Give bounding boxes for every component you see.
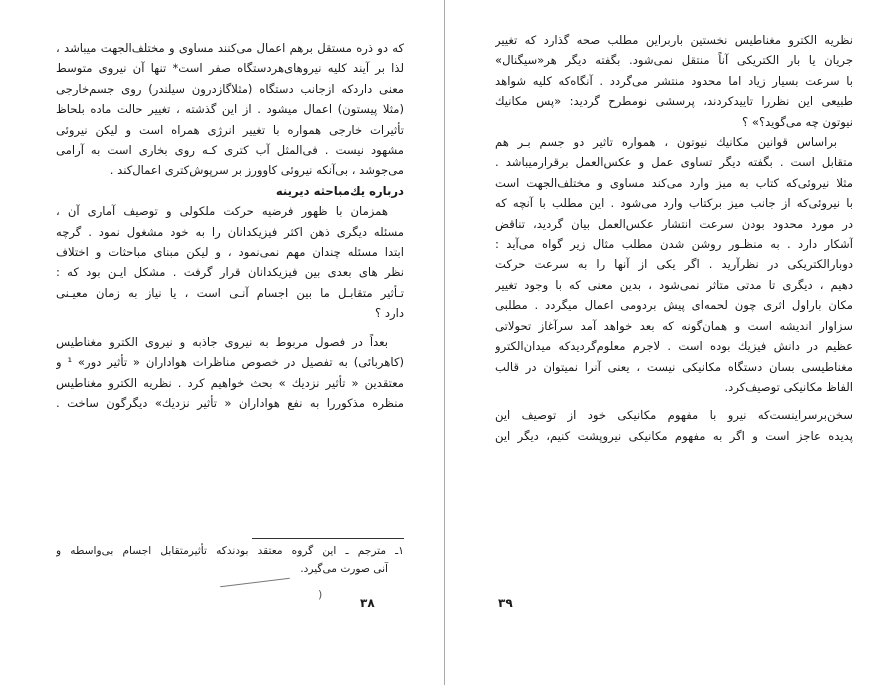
section-heading: درباره یك‌مباحثه دیرینه (275, 183, 404, 198)
text-line: با نیروئی‌که از جانب میز برکتاب وارد می‌شود . این مطلب با آنچه که (495, 196, 853, 211)
text-line: آشکار دارد . به منظـور روشن شدن مطلب مثال زیر گواه می‌آید : (495, 237, 853, 252)
paragraph-gap (56, 324, 404, 332)
text-line: نیوتون چه می‌گوید؟» ؟ (742, 114, 853, 129)
text-line: بعداً در فصول مربوط به نیروی جاذبه و نیروی الکترو مغناطیس (56, 334, 388, 349)
text-line: عظیم در دانش فیزیك بوده است . لاجرم معلوم‌گردیدکه میدان‌الکترو (495, 339, 853, 354)
text-line: متقابل است . بگفته دیگر تساوی عمل و عکس‌العمل برقرارمیباشد . (495, 155, 853, 170)
left-page-body (56, 38, 404, 413)
text-line: جریان یا بار الکتریکی آناً منتقل نمی‌شود. بگفته دیگر هر«سیگنال» (495, 53, 853, 68)
text-line: ابتدا مسئله چندان مهم نمی‌نمود ، و لیکن مبنای مباحثات و اختلاف (56, 245, 404, 260)
text-line: دهیم ، دیگری تا مدتی متاثر نمی‌شود ، بدین معنی که با وجود تغییر (495, 277, 853, 292)
text-line: معتقدین « تأثیر نزدیك » بحث خواهیم کرد . نظریه الکترو مغناطیس (56, 375, 404, 390)
text-line: تأثیرات خارجی همواره با تغییر انرژی همراه است و لیکن نیروئی (56, 122, 404, 137)
page-number: ۳۸ (360, 596, 375, 610)
footnote-divider (252, 538, 404, 539)
text-line: لذا بر آیند کلیه نیروهای‌هردستگاه صفر است* تنها آن نیروی متوسط (56, 61, 404, 76)
text-line: منظره مذکوررا به نفع هواداران « تأثیر نزدیك» دیگرگون ساخت . (56, 395, 404, 410)
text-line: مغناطیسی بسان دستگاه مکانیکی نیست ، یعنی آنرا نمیتوان در قالب (495, 359, 853, 374)
footnote-line: ۱ـ مترجم ـ این گروه معتقد بودندکه تأثیرمتقابل اجسام بی‌واسطه و (56, 545, 404, 557)
left-page (0, 0, 445, 685)
text-line: طبیعی این نظررا تاییدکردند، پرسشی نومطرح گردید: «پس مکانیك (495, 94, 853, 109)
scan-artifact-mark: ) (318, 588, 323, 601)
text-line: مسئله دیگری ذهن اکثر فیزیکدانان را به خود مشغول نمود . گرچه (56, 224, 404, 239)
text-line: نظریه الکترو مغناطیس نخستین باربراین مطلب صحه گذارد که تغییر (495, 33, 853, 47)
text-line: (مثلا پیستون) اعمال میشود . از این‌ گذشته ، تغییر حالت ماده بلحاظ (56, 102, 404, 117)
text-line: پدیده عاجز است و اگر به مفهوم مکانیکی نیروپشت کنیم، دیگر این (495, 428, 853, 443)
text-line: تـأثیر متقابـل ما بین اجسام آنـی است ، یا نیاز به زمان معیـنی (56, 285, 404, 300)
right-page (445, 0, 891, 685)
footnote-line: آنی صورت می‌گیرد. (300, 563, 388, 575)
text-line: سخن‌برسراینست‌که نیرو با مفهوم مکانیکی خود از توصیف این (495, 408, 853, 423)
footnote (56, 542, 404, 578)
paragraph-gap (495, 397, 853, 405)
text-line: سزاوار اندیشه است و همان‌گونه که بعد خواهد آمد سرآغاز تحولاتی (495, 318, 853, 333)
text-line: مکان باراول اثری چون لحمه‌ای پیش بردومی اعمال میگردد . مطلبی (495, 298, 853, 313)
text-line: در مورد محدود بودن سرعت انتشار عکس‌العمل بیان گردید، تناقض (495, 216, 853, 231)
text-line: براساس قوانین مکانیك نیوتون ، همواره تاثیر دو جسم بـر هم (495, 135, 837, 150)
text-line: نظر های بعدی بین فیزیکدانان قرار گرفت . مشکل ایـن بود که : (56, 265, 404, 280)
text-line: دارد ؟ (375, 306, 404, 321)
text-line: می‌جوشد ، بی‌آنکه نیروئی کاوورز بر سرپوش‌کتری اعمال‌کند . (109, 163, 404, 178)
text-line: الفاظ مکانیکی توصیف‌کرد. (724, 379, 853, 394)
text-line: معنی داردکه ازجانب دستگاه (مثلاگازدرون سیلندر) روی جسم‌خارجی (56, 81, 404, 96)
pen-stroke-mark (220, 578, 290, 588)
text-line: (کاهربائی) به تفصیل در خصوص مناظرات هواداران « تأثیر دور» ¹ و (56, 355, 404, 370)
text-line: که دو ذره مستقل برهم اعمال می‌کنند مساوی و مختلف‌الجهت میباشد ، (56, 41, 404, 55)
text-line: با سرعت بسیار زیاد اما محدود منتشر می‌گردد . آنگاه‌که کلیه شواهد (495, 73, 853, 88)
page-number: ۳۹ (498, 596, 513, 610)
text-line: مثلا نیروئی‌که کتاب به میز وارد می‌کند مساوی و مختلف‌الجهت است (495, 175, 853, 190)
text-line: مشهود نیست . فی‌المثل آب کتری کـه روی بخاری است به آرامی (56, 143, 404, 158)
right-page-body (495, 30, 853, 446)
text-line: دوبارالکتریکی در نظرآرید . اگر یکی از آنها را به سرعت حرکت (495, 257, 853, 272)
text-line: همزمان با ظهور فرضیه حرکت ملکولی و توصیف آماری آن ، (56, 204, 388, 219)
